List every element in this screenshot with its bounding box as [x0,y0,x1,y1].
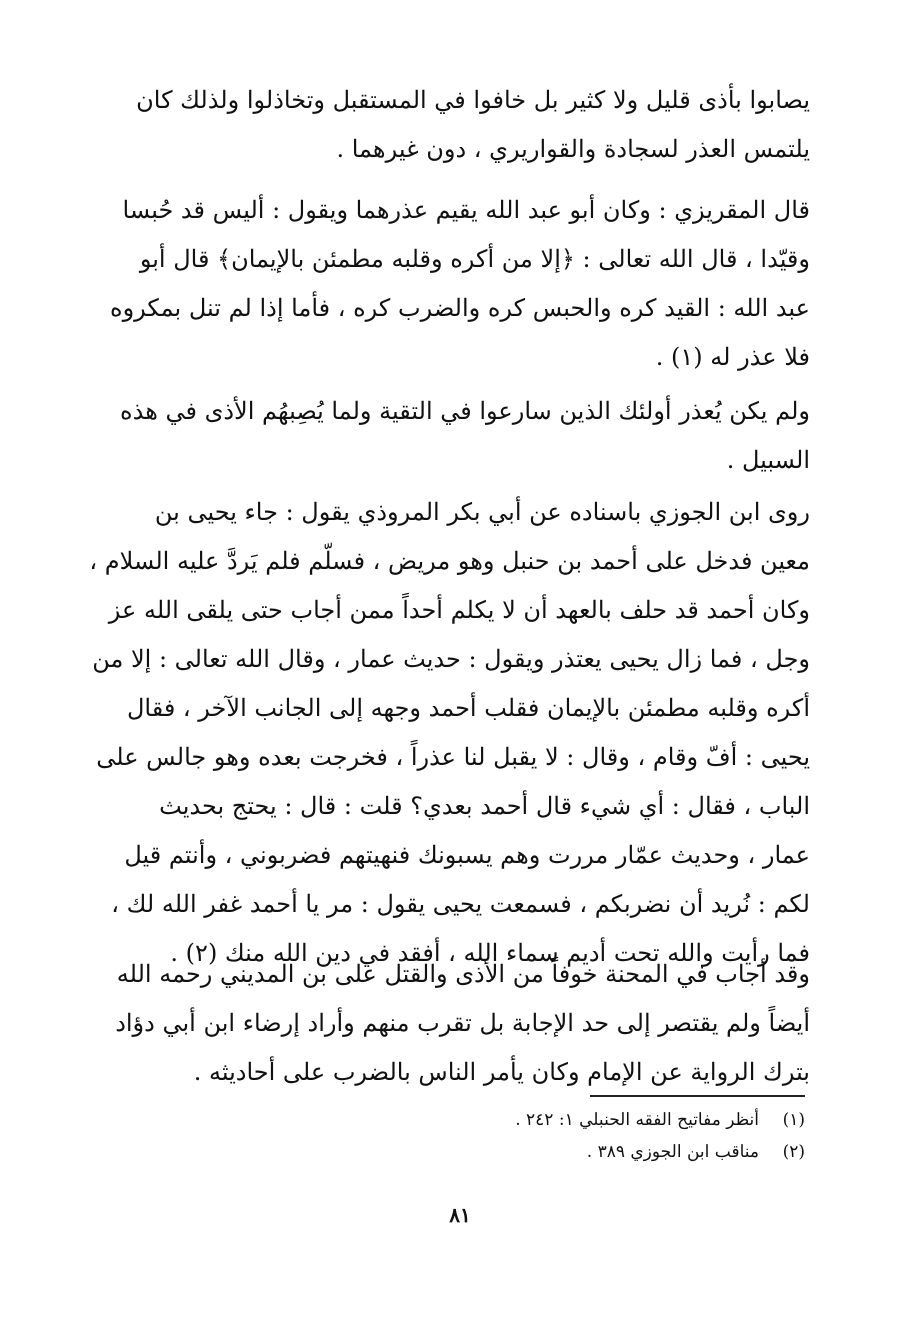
footnote [300,1136,805,1168]
text-line: يحيى : أفّ وقام ، وقال : لا يقبل لنا عذراً ، فخرجت بعده وهو جالس على [96,743,810,771]
text-line: عمار ، وحديث عمّار مررت وهم يسبونك فنهيتهم فضربوني ، وأنتم قيل [124,841,810,869]
text-line: يصابوا بأذى قليل ولا كثير بل خافوا في المستقبل وتخاذلوا ولذلك كان [136,86,810,114]
paragraph [118,76,810,174]
text-line: فما رأيت والله تحت أديم سماء الله ، أفقد في دين الله منك (٢) . [170,939,810,967]
footnote [300,1104,805,1136]
footnote-marker: (١) [782,1110,805,1130]
text-line: السبيل . [726,446,810,474]
text-line: قال المقريزي : وكان أبو عبد الله يقيم عذرهما ويقول : أليس قد حُبسا [122,196,810,224]
text-line: بترك الرواية عن الإمام وكان يأمر الناس بالضرب على أحاديثه . [193,1058,810,1086]
footnote-marker: (٢) [782,1142,805,1162]
footnote-text: مناقب ابن الجوزي ٣٨٩ . [586,1142,759,1162]
text-line: الباب ، فقال : أي شيء قال أحمد بعدي؟ قلت : قال : يحتج بحديث [159,792,810,820]
text-line: لكم : نُريد أن نضربكم ، فسمعت يحيى يقول : مر يا أحمد غفر الله لك ، [111,890,810,918]
text-line: يلتمس العذر لسجادة والقواريري ، دون غيرهما . [336,135,810,163]
text-line: وجل ، فما زال يحيى يعتذر ويقول : حديث عمار ، وقال الله تعالى : إلا من [92,645,810,673]
text-line: ولم يكن يُعذر أولئك الذين سارعوا في التقية ولما يُصِبهُم الأذى في هذه [120,397,810,425]
text-line: أكره وقلبه مطمئن بالإيمان فقلب أحمد وجهه إلى الجانب الآخر ، فقال [126,694,810,722]
page-number: ٨١ [449,1203,471,1227]
text-line: أيضاً ولم يقتصر إلى حد الإجابة بل تقرب منهم وأراد إرضاء ابن أبي دؤاد [115,1009,810,1037]
text-line: وكان أحمد قد حلف بالعهد أن لا يكلم أحداً ممن أجاب حتى يلقى الله عز [108,596,810,624]
footnotes [300,1104,805,1168]
text-line: وقد أجاب في المحنة خوفاً من الأذى والقتل على بن المديني رحمه الله [116,960,810,988]
text-line: عبد الله : القيد كره والحبس كره والضرب كره ، فأما إذا لم تنل بمكروه [110,294,810,322]
text-line: روى ابن الجوزي باسناده عن أبي بكر المروذي يقول : جاء يحيى بن [154,498,810,526]
paragraph [115,950,810,1097]
footnote-separator [590,1095,805,1097]
paragraph [89,488,810,978]
text-line: معين فدخل على أحمد بن حنبل وهو مريض ، فسلّم فلم يَردَّ عليه السلام ، [89,547,810,575]
paragraph [110,186,810,382]
text-line: وقيّدا ، قال الله تعالى : ﴿إلا من أكره وقلبه مطمئن بالإيمان﴾ قال أبو [139,245,810,273]
paragraph [118,387,810,485]
footnote-text: أنظر مفاتيح الفقه الحنبلي ١: ٢٤٢ . [515,1110,759,1130]
text-line: فلا عذر له (١) . [655,343,810,371]
